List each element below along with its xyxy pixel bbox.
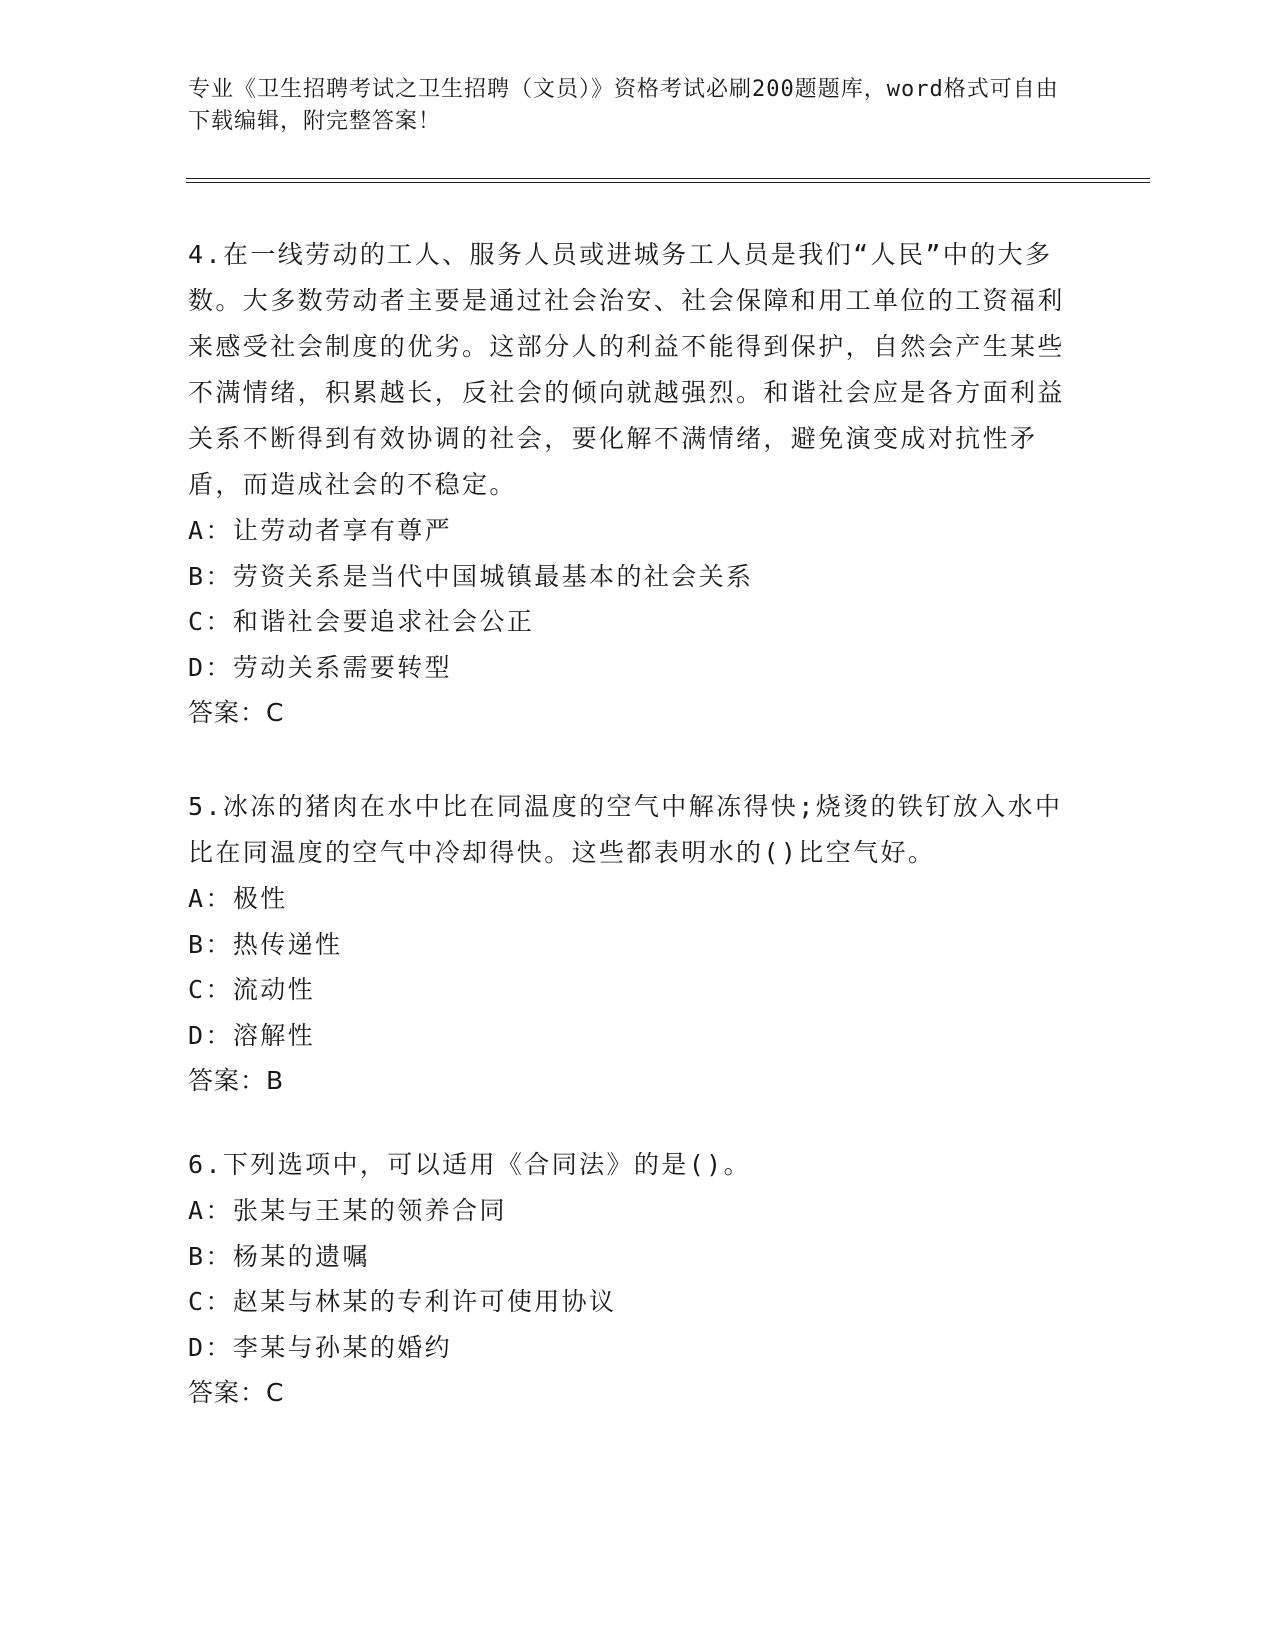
document-page [188,0,1148,1650]
question-4-option-d: D：劳动关系需要转型 [188,652,453,682]
question-6-option-a: A：张某与王某的领养合同 [188,1196,507,1225]
question-6-stem: 6.下列选项中，可以适用《合同法》的是()。 [188,1150,752,1179]
question-5-option-a: A：极性 [188,884,288,913]
question-6-option-b: B：杨某的遗嘱 [188,1241,370,1271]
question-5-option-d: D：溶解性 [188,1020,316,1050]
question-4-option-b: B：劳资关系是当代中国城镇最基本的社会关系 [188,561,754,591]
question-5 [188,784,1068,1104]
question-5-option-c: C：流动性 [188,975,316,1004]
question-5-option-b: B：热传递性 [188,929,343,959]
question-6-option-d: D：李某与孙某的婚约 [188,1332,453,1362]
question-6 [188,1142,1068,1416]
question-4-answer: 答案：C [188,698,285,727]
header-divider-top [186,178,1150,179]
question-5-answer: 答案：B [188,1066,285,1095]
question-4-option-a: A：让劳动者享有尊严 [188,516,453,545]
question-4-stem: 4.在一线劳动的工人、服务人员或进城务工人员是我们“人民”中的大多数。大多数劳动者主要是通过社会治安、社会保障和用工单位的工资福利来感受社会制度的优劣。这部分人的利益不能得到保护，自然会产生某些不满情绪，积累越长，反社会的倾向就越强烈。和谐社会应是各方面利益关系不断得到有效协调的社会，要化解不满情绪，避免演变成对抗性矛盾，而造成社会的不稳定。 [188,240,1065,499]
header-divider-bottom [186,182,1150,183]
page-header: 专业《卫生招聘考试之卫生招聘（文员）》资格考试必刷200题题库，word格式可自由下载编辑，附完整答案！ [188,77,1059,134]
question-4 [188,232,1068,736]
question-5-stem: 5.冰冻的猪肉在水中比在同温度的空气中解冻得快;烧烫的铁钉放入水中比在同温度的空气中冷却得快。这些都表明水的()比空气好。 [188,792,1063,867]
question-4-option-c: C：和谐社会要追求社会公正 [188,607,535,636]
question-6-answer: 答案：C [188,1378,285,1407]
question-6-option-c: C：赵某与林某的专利许可使用协议 [188,1287,617,1316]
